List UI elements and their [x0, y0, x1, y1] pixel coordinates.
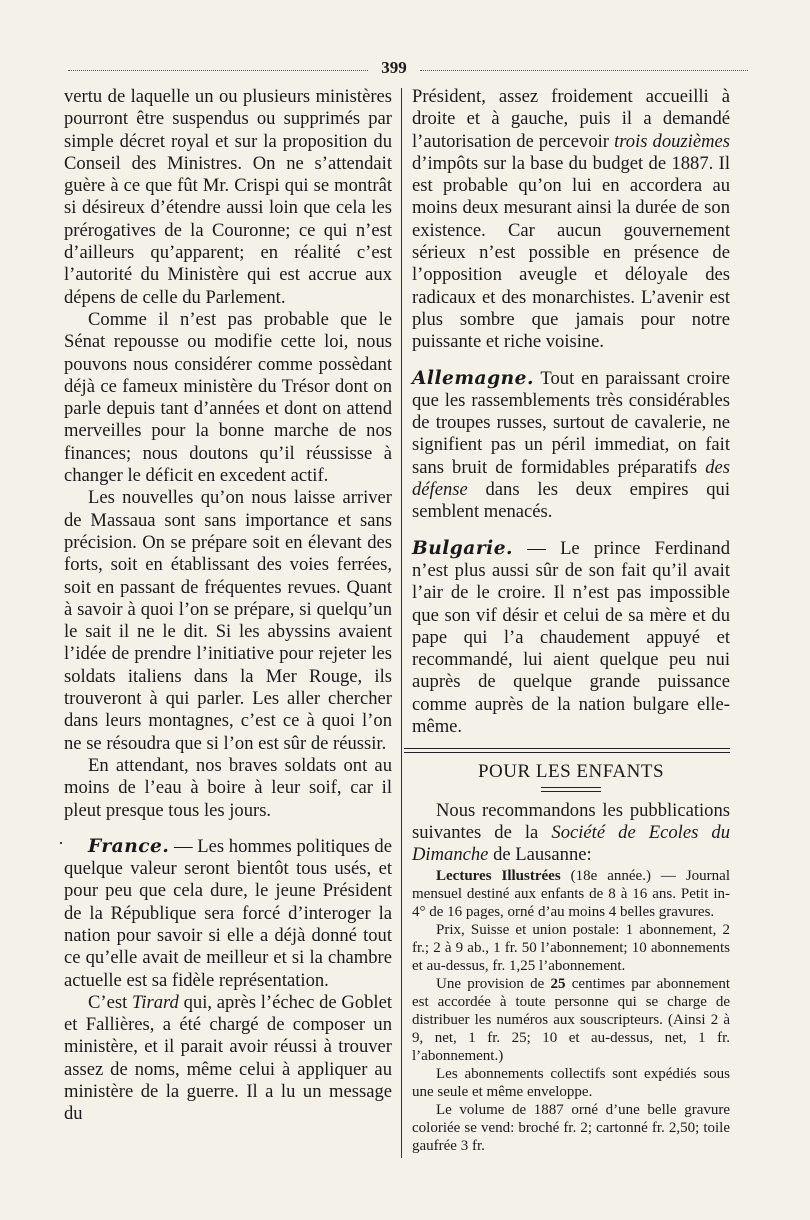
paragraph-massaua: Les nouvelles qu’on nous laisse arriver de Massaua sont sans importance et sans précision. On se prépare soit en élevant des forts, soit en établissant des voies ferrées, soit en passant de fréquentes revues. Quant à savoir à quoi l’on se prépare, si quelqu’un le sait il ne le dit. Si les abyssins avaient l’idée de prendre l’initiative pour rejeter les soldats italiens dans la Mer Rouge, ils trouveront à qui parler. Les aller chercher dans leurs montagnes, c’est ce à quoi l’on ne se résoudra que si l’on est sûr de réussir.: [64, 487, 392, 754]
section-separator: [404, 748, 730, 753]
paragraph-intro: [412, 800, 730, 867]
paragraph-prix: Prix, Suisse et union postale: 1 abonnement, 2 fr.; 2 à 9 ab., 1 fr. 50 l’abonnement; 10 abonnements et au-dessus, fr. 1,25 l’abonnement.: [412, 921, 730, 974]
section-allemagne: [412, 368, 730, 524]
provision-text-a: Une provision de: [436, 975, 551, 992]
paragraph-provision: [412, 975, 730, 1065]
title-ornament: [541, 787, 601, 792]
paragraph-collectifs: Les abonnements collectifs sont expédiés sous une seule et même enveloppe.: [412, 1065, 730, 1100]
header-rule-right: [420, 70, 748, 71]
paragraph-volume: Le volume de 1887 orné d’une belle gravure coloriée se vend: broché fr. 2; cartonné fr. 2,50; toile gaufrée 3 fr.: [412, 1101, 730, 1154]
bulgarie-text: — Le prince Ferdinand n’est plus aussi sûr de son fait qu’il avait l’air de le croire. Il n’est pas impossible que son vif désir et celui de sa mère et du pape qui l’a chaudement appuyé et recommandé, lui aient quelque peu nui auprès de quelque grande puissance comme auprès de la nation bulgare elle-même.: [412, 537, 730, 738]
tirard-text-a: C’est: [88, 991, 132, 1013]
tirard-name: Tirard: [132, 991, 179, 1013]
paragraph-tirard: [64, 992, 392, 1126]
allemagne-text-a: Tout en paraissant croire que les rassemblements très considérables de troupes russes, surtout de cavalerie, ne signifient pas un péril immediat, on fait sans bruit de formidables préparatifs: [412, 367, 730, 478]
france-text: — Les hommes politiques de quelque valeur seront bientôt tous usés, et pour peu que cela dure, le jeune Président de la République sera forcé d’interoger la nation pour savoir si elle a déjà donné tout ce qu’elle avait de meilleur et si la chambre actuelle est sa fidèle représentation.: [64, 835, 392, 991]
lectures-title: Lectures Illustrées: [436, 867, 561, 884]
allemagne-heading: Allemagne.: [412, 367, 534, 389]
header-rule-left: [68, 70, 368, 71]
paragraph-lectures: [412, 867, 730, 921]
intro-text-a: Nous recommandons les pubblications suivantes de la: [412, 799, 730, 843]
section-bulgarie: [412, 538, 730, 739]
president-text-b: d’impôts sur la base du budget de 1887. Il est probable qu’on lui en accordera au moins deux mesurant ainsi la durée de son existence. Car aucun gouvernement sérieux n’est possible en présence de l’opposition aveugle et déloyale des radicaux et des monarchistes. L’avenir est plus sombre que jamais pour notre puissante et riche voisine.: [412, 152, 730, 353]
section-france: [64, 836, 392, 992]
lectures-text: (18e année.) — Journal mensuel destiné aux enfants de 8 à 16 ans. Petit in-4° de 16 pages, orné d’au moins 4 belles gravures.: [412, 867, 730, 920]
paragraph-attendant: En attendant, nos braves soldats ont au moins de l’eau à boire à leur soif, car il pleut presque tous les jours.: [64, 754, 392, 821]
intro-text-b: de Lausanne:: [488, 844, 592, 866]
provision-amount: 25: [550, 975, 566, 992]
allemagne-italic: des défense: [412, 456, 730, 501]
right-column: [412, 86, 730, 1155]
paragraph-senat: Comme il n’est pas probable que le Sénat repousse ou modifie cette loi, nous pouvons nous considérer comme possèdant déjà ce fameux ministère du Trésor dont on parle depuis tant d’années et dont on attend merveilles pour la bonne marche de nos finances; nous doutons qu’il réussisse à changer le déficit en excedent actif.: [64, 308, 392, 487]
intro-society: Société de Ecoles du Dimanche: [412, 821, 730, 866]
page-header: [68, 58, 748, 80]
tirard-text-b: qui, après l’échec de Goblet et Fallières, a été chargé de composer un ministère, et il parait avoir réussi à trouver assez de noms, même celui à appliquer au ministère de la guerre. Il a lu un message du: [64, 991, 393, 1125]
president-italic: trois douzièmes: [614, 130, 730, 152]
margin-dot: ·: [58, 833, 64, 853]
paragraph-president: [412, 86, 730, 354]
provision-text-b: centimes par abonnement est accordée à toute personne qui se charge de distribuer les numéros aux souscripteurs. (Ainsi 2 à 9, net, 1 fr. 25; 10 et au-dessus, net, 1 fr. l’abonnement.): [412, 975, 730, 1064]
president-text-a: Président, assez froidement accueilli à droite et à gauche, puis il a demandé l’autorisation de percevoir: [412, 86, 730, 152]
left-column: [64, 86, 392, 1126]
paragraph-ministeres: vertu de laquelle un ou plusieurs ministères pourront être suspendus ou supprimés par simple décret royal et sur la proposition du Conseil des Ministres. On ne s’attendait guère à ce que fût Mr. Crispi qui se montrât si désireux d’étendre aussi loin que cela les prérogatives de la Couronne; ce qui n’est d’ailleurs qu’apparent; en réalité c’est l’autorité du Ministère qui est accrue aux dépens de celle du Parlement.: [64, 86, 392, 308]
france-heading: France.: [88, 835, 170, 857]
allemagne-text-b: dans les deux empires qui semblent menacés.: [412, 479, 730, 523]
section-title-enfants: POUR LES ENFANTS: [477, 761, 665, 783]
column-divider: [401, 88, 402, 1158]
bulgarie-heading: Bulgarie.: [412, 537, 514, 559]
page-number: 399: [381, 58, 407, 77]
